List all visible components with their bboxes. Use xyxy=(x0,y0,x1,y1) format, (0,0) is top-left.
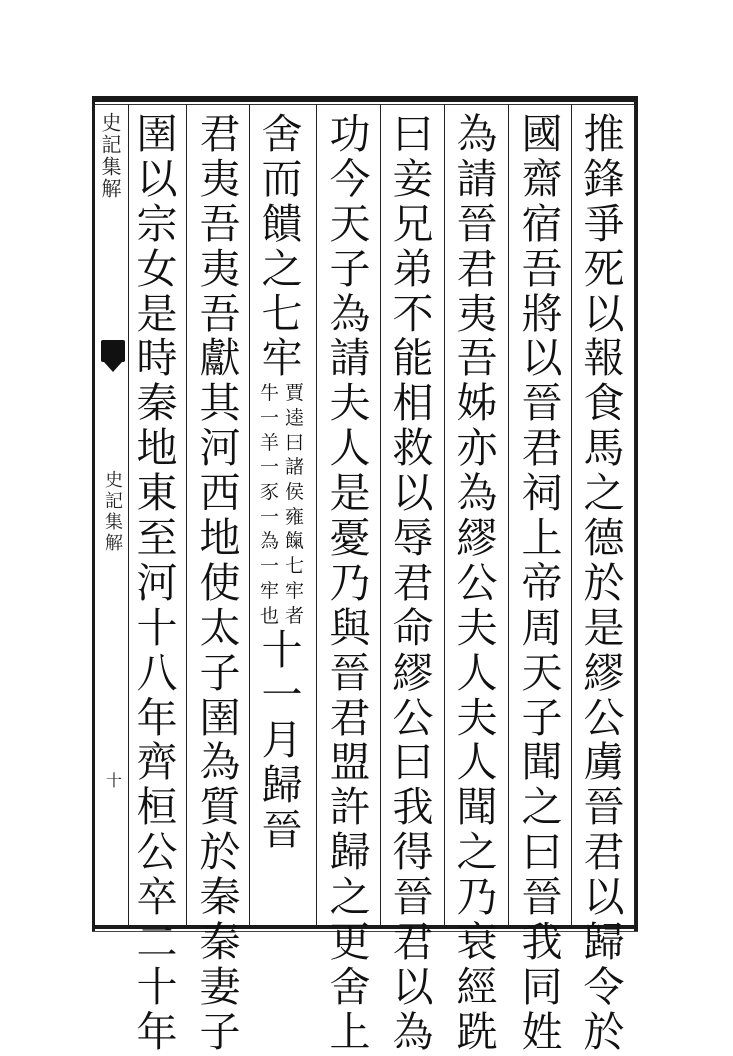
text-character: 晉 xyxy=(521,379,563,428)
text-character: 經 xyxy=(456,962,498,1011)
text-character: 太 xyxy=(199,603,241,652)
text-character: 姓 xyxy=(521,1007,563,1056)
note-character: 牢 xyxy=(285,579,305,602)
text-character: 為 xyxy=(456,110,498,158)
text-character: 君 xyxy=(521,424,563,473)
text-character: 乃 xyxy=(329,558,371,607)
text-column-5 xyxy=(322,110,378,1056)
text-character: 其 xyxy=(199,379,241,428)
text-character: 宿 xyxy=(521,199,563,248)
text-character: 曰 xyxy=(392,738,434,787)
text-character: 八 xyxy=(136,648,178,697)
text-character: 憂 xyxy=(329,514,371,563)
note-character: 豕 xyxy=(259,481,279,504)
text-character: 卒 xyxy=(136,873,178,922)
text-character: 爭 xyxy=(583,199,625,248)
text-character: 辱 xyxy=(392,514,434,563)
text-character: 死 xyxy=(583,244,625,293)
commentary-note-left xyxy=(260,381,279,628)
text-character: 吾 xyxy=(456,334,498,383)
note-character: 羊 xyxy=(259,431,279,454)
note-character: 一 xyxy=(259,456,279,479)
note-character: 侯 xyxy=(285,481,305,504)
text-character: 歸 xyxy=(583,918,625,967)
text-character: 令 xyxy=(583,962,625,1011)
text-character: 晉 xyxy=(261,805,303,854)
text-character: 公 xyxy=(583,693,625,742)
note-character: 者 xyxy=(285,604,305,627)
text-character: 為 xyxy=(456,469,498,518)
text-character: 命 xyxy=(392,603,434,652)
text-character: 救 xyxy=(392,424,434,473)
text-character: 天 xyxy=(521,648,563,697)
text-character: 國 xyxy=(521,110,563,158)
text-character: 十 xyxy=(136,962,178,1011)
note-character: 雍 xyxy=(285,505,305,528)
text-character: 夷 xyxy=(456,289,498,338)
text-character: 以 xyxy=(392,962,434,1011)
note-character: 一 xyxy=(259,505,279,528)
text-character: 歸 xyxy=(261,760,303,809)
text-character: 推 xyxy=(583,110,625,158)
text-character: 之 xyxy=(521,783,563,832)
text-character: 吾 xyxy=(199,289,241,338)
text-character: 歸 xyxy=(329,828,371,877)
text-character: 乃 xyxy=(456,873,498,922)
note-character: 賈 xyxy=(285,382,305,405)
note-character: 餼 xyxy=(285,530,305,553)
text-character: 齋 xyxy=(521,154,563,203)
text-character: 年 xyxy=(136,693,178,742)
text-character: 上 xyxy=(521,514,563,563)
text-character: 舍 xyxy=(261,110,303,158)
text-character: 以 xyxy=(583,289,625,338)
text-character: 君 xyxy=(329,693,371,742)
text-character: 圉 xyxy=(136,110,178,158)
text-character: 天 xyxy=(329,199,371,248)
text-character: 於 xyxy=(583,1007,625,1056)
text-character: 夫 xyxy=(456,603,498,652)
text-character: 以 xyxy=(136,154,178,203)
text-character: 之 xyxy=(329,873,371,922)
note-character: 一 xyxy=(259,407,279,430)
text-character: 相 xyxy=(392,379,434,428)
text-character: 聞 xyxy=(521,738,563,787)
note-character: 逵 xyxy=(285,407,305,430)
text-character: 功 xyxy=(329,110,371,158)
text-character: 晉 xyxy=(329,648,371,697)
text-character: 妻 xyxy=(199,962,241,1011)
text-character: 秦 xyxy=(199,873,241,922)
text-character: 盟 xyxy=(329,738,371,787)
text-character: 舍 xyxy=(329,962,371,1011)
note-character: 曰 xyxy=(285,431,305,454)
text-character: 上 xyxy=(329,1007,371,1056)
note-character: 為 xyxy=(259,530,279,553)
text-column-6 xyxy=(254,112,310,920)
text-character: 請 xyxy=(456,154,498,203)
text-character: 跣 xyxy=(456,1007,498,1056)
text-character: 報 xyxy=(583,334,625,383)
commentary-note xyxy=(254,381,310,628)
text-character: 之 xyxy=(456,828,498,877)
text-character: 於 xyxy=(583,558,625,607)
text-character: 兄 xyxy=(392,199,434,248)
text-character: 不 xyxy=(392,289,434,338)
text-character: 德 xyxy=(583,514,625,563)
text-character: 晉 xyxy=(521,873,563,922)
text-character: 晉 xyxy=(456,199,498,248)
text-character: 同 xyxy=(521,962,563,1011)
text-column-4 xyxy=(385,110,441,1056)
text-character: 將 xyxy=(521,289,563,338)
text-character: 夫 xyxy=(456,693,498,742)
text-character: 許 xyxy=(329,783,371,832)
note-character: 牢 xyxy=(259,579,279,602)
text-character: 以 xyxy=(583,873,625,922)
text-character: 而 xyxy=(261,154,303,203)
text-character: 於 xyxy=(199,828,241,877)
text-character: 為 xyxy=(392,1007,434,1056)
text-character: 晉 xyxy=(583,783,625,832)
text-character: 東 xyxy=(136,469,178,518)
text-character: 公 xyxy=(392,693,434,742)
text-character: 姊 xyxy=(456,379,498,428)
text-character: 牢 xyxy=(261,334,303,383)
text-character: 之 xyxy=(583,469,625,518)
text-character: 鋒 xyxy=(583,154,625,203)
text-character: 衰 xyxy=(456,918,498,967)
margin-book-title: 史記集解 xyxy=(102,470,123,554)
text-character: 是 xyxy=(329,469,371,518)
text-character: 河 xyxy=(136,558,178,607)
text-character: 至 xyxy=(136,514,178,563)
text-character: 曰 xyxy=(521,828,563,877)
frame-top-border xyxy=(92,96,638,102)
text-column-7 xyxy=(192,110,248,1056)
text-character: 西 xyxy=(199,469,241,518)
text-character: 齊 xyxy=(136,738,178,787)
text-character: 食 xyxy=(583,379,625,428)
column-rule xyxy=(380,104,381,926)
text-column-8 xyxy=(129,110,185,1056)
text-character: 十 xyxy=(136,603,178,652)
text-character: 地 xyxy=(136,424,178,473)
text-character: 獻 xyxy=(199,334,241,383)
text-character: 我 xyxy=(392,783,434,832)
text-character: 亦 xyxy=(456,424,498,473)
text-character: 馬 xyxy=(583,424,625,473)
text-character: 人 xyxy=(456,738,498,787)
text-character: 祠 xyxy=(521,469,563,518)
text-character: 桓 xyxy=(136,783,178,832)
text-character: 吾 xyxy=(521,244,563,293)
text-character: 一 xyxy=(261,671,303,720)
column-rule xyxy=(249,104,250,926)
text-character: 十 xyxy=(261,626,303,675)
text-character: 君 xyxy=(392,558,434,607)
text-character: 是 xyxy=(136,289,178,338)
text-character: 公 xyxy=(456,558,498,607)
text-character: 女 xyxy=(136,244,178,293)
text-character: 夫 xyxy=(329,379,371,428)
text-character: 聞 xyxy=(456,783,498,832)
text-character: 是 xyxy=(583,603,625,652)
text-character: 君 xyxy=(199,110,241,158)
text-character: 以 xyxy=(392,469,434,518)
text-character: 君 xyxy=(456,244,498,293)
text-character: 今 xyxy=(329,154,371,203)
text-character: 弟 xyxy=(392,244,434,293)
text-character: 使 xyxy=(199,558,241,607)
text-character: 年 xyxy=(136,1007,178,1056)
text-character: 月 xyxy=(261,716,303,764)
text-character: 夷 xyxy=(199,154,241,203)
text-character: 子 xyxy=(199,1007,241,1056)
note-character: 也 xyxy=(259,604,279,627)
text-character: 繆 xyxy=(392,648,434,697)
column-rule xyxy=(186,104,187,926)
fish-tail-mark-icon xyxy=(101,340,125,362)
text-character: 君 xyxy=(583,828,625,877)
frame-top-inner-border xyxy=(92,104,638,105)
text-character: 曰 xyxy=(392,110,434,158)
margin-title: 史記集解 xyxy=(98,112,122,200)
text-character: 為 xyxy=(199,738,241,787)
text-character: 繆 xyxy=(456,514,498,563)
text-character: 子 xyxy=(521,693,563,742)
text-character: 宗 xyxy=(136,199,178,248)
text-character: 吾 xyxy=(199,199,241,248)
note-character: 諸 xyxy=(285,456,305,479)
text-character: 子 xyxy=(199,648,241,697)
text-character: 七 xyxy=(261,289,303,338)
text-character: 人 xyxy=(329,424,371,473)
column-rule xyxy=(316,104,317,926)
text-character: 妾 xyxy=(392,154,434,203)
text-character: 虜 xyxy=(583,738,625,787)
text-character: 為 xyxy=(329,289,371,338)
text-character: 時 xyxy=(136,334,178,383)
note-character: 一 xyxy=(259,555,279,578)
fish-tail-notch-icon xyxy=(104,362,122,372)
text-character: 能 xyxy=(392,334,434,383)
text-column-3 xyxy=(449,110,505,1056)
frame-left-border xyxy=(92,96,95,931)
text-character: 秦 xyxy=(199,918,241,967)
commentary-note-right xyxy=(285,381,304,628)
text-character: 周 xyxy=(521,603,563,652)
column-rule xyxy=(508,104,509,926)
text-character: 人 xyxy=(456,648,498,697)
column-rule xyxy=(444,104,445,926)
text-character: 圉 xyxy=(199,693,241,742)
text-character: 質 xyxy=(199,783,241,832)
text-character: 得 xyxy=(392,828,434,877)
text-character: 我 xyxy=(521,918,563,967)
column-rule xyxy=(571,104,572,926)
text-character: 帝 xyxy=(521,558,563,607)
text-column-1 xyxy=(576,110,632,1056)
text-character: 夷 xyxy=(199,244,241,293)
text-character: 與 xyxy=(329,603,371,652)
text-character: 子 xyxy=(329,244,371,293)
note-character: 七 xyxy=(285,555,305,578)
column-rule xyxy=(634,104,635,926)
note-character: 牛 xyxy=(259,382,279,405)
text-character: 地 xyxy=(199,514,241,563)
text-column-2 xyxy=(514,110,570,1056)
text-character: 秦 xyxy=(136,379,178,428)
text-character: 繆 xyxy=(583,648,625,697)
text-character: 之 xyxy=(261,244,303,293)
text-character: 君 xyxy=(392,918,434,967)
margin-page-number: 十 xyxy=(106,771,123,790)
text-character: 河 xyxy=(199,424,241,473)
text-character: 以 xyxy=(521,334,563,383)
text-character: 請 xyxy=(329,334,371,383)
text-character: 公 xyxy=(136,828,178,877)
text-character: 更 xyxy=(329,918,371,967)
text-character: 饋 xyxy=(261,199,303,248)
text-character: 晉 xyxy=(392,873,434,922)
text-character: 二 xyxy=(136,918,178,967)
